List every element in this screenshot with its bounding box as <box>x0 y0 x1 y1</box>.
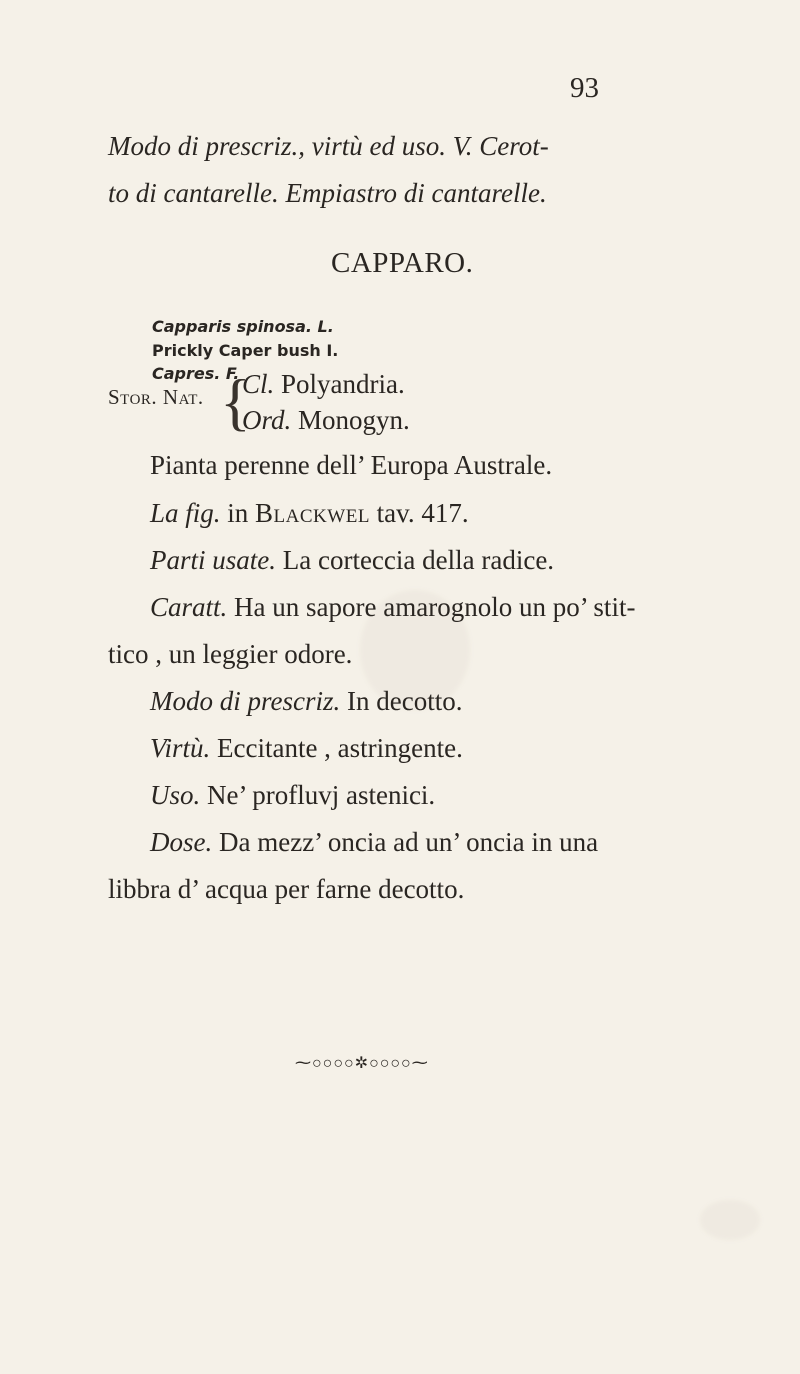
header-italic-term: , virtù ed uso. <box>298 131 446 161</box>
field-line <box>150 500 469 527</box>
field-text: in <box>220 498 256 528</box>
ornament-divider: ⁓○○○○✲○○○○⁓ <box>295 1055 429 1072</box>
field-label: Caratt. <box>150 592 228 622</box>
order-row <box>242 405 410 436</box>
field-line <box>150 782 435 809</box>
field-label: Modo di prescriz. <box>150 686 341 716</box>
english-name: Prickly Caper bush I. <box>152 341 339 360</box>
field-text: libbra d’ acqua per farne decotto. <box>108 874 465 904</box>
field-label: La fig. <box>150 498 221 528</box>
header-line-1 <box>108 133 549 160</box>
field-line <box>150 688 462 715</box>
class-value: Polyandria. <box>274 369 405 399</box>
field-line <box>150 735 463 762</box>
author-name: Blackwel <box>255 498 370 528</box>
classification-label: Stor. Nat. <box>108 385 204 409</box>
field-text: Eccitante , astringente. <box>210 733 463 763</box>
field-text: Da mezz’ oncia ad un’ oncia in una <box>212 827 599 857</box>
class-row <box>242 369 405 400</box>
field-text: tico , un leggier odore. <box>108 639 353 669</box>
field-label: Dose. <box>150 827 213 857</box>
field-line <box>150 829 598 856</box>
header-italic-term: Modo di prescriz. <box>108 131 299 161</box>
french-name: Capres. F. <box>152 364 240 383</box>
field-label: Uso. <box>150 780 201 810</box>
class-label: Cl. <box>242 369 275 399</box>
field-text: Pianta perenne dell’ Europa Australe. <box>150 450 553 480</box>
field-text: Ne’ profluvj astenici. <box>200 780 436 810</box>
latin-name: Capparis spinosa. L. <box>152 317 334 336</box>
field-text: tav. 417. <box>369 498 469 528</box>
continuation-line <box>108 876 464 903</box>
order-label: Ord. <box>242 405 292 435</box>
order-value: Monogyn. <box>291 405 410 435</box>
continuation-line <box>108 641 352 668</box>
header-reference: Empiastro di cantarelle. <box>278 178 547 208</box>
field-text: La corteccia della radice. <box>276 545 555 575</box>
header-reference: V. Cerot- <box>446 131 549 161</box>
classification-brace: { <box>220 366 251 437</box>
field-text: Ha un sapore amarognolo un po’ stit- <box>227 592 636 622</box>
field-text: In decotto. <box>340 686 463 716</box>
field-line <box>150 547 554 574</box>
field-line <box>150 594 635 621</box>
entry-title: CAPPARO. <box>331 247 474 279</box>
header-line-2 <box>108 180 547 207</box>
page-number: 93 <box>570 72 599 104</box>
paper-stain <box>700 1200 760 1240</box>
field-line <box>150 452 552 479</box>
field-label: Virtù. <box>150 733 211 763</box>
header-italic-term: to di cantarelle. <box>108 178 279 208</box>
field-label: Parti usate. <box>150 545 276 575</box>
